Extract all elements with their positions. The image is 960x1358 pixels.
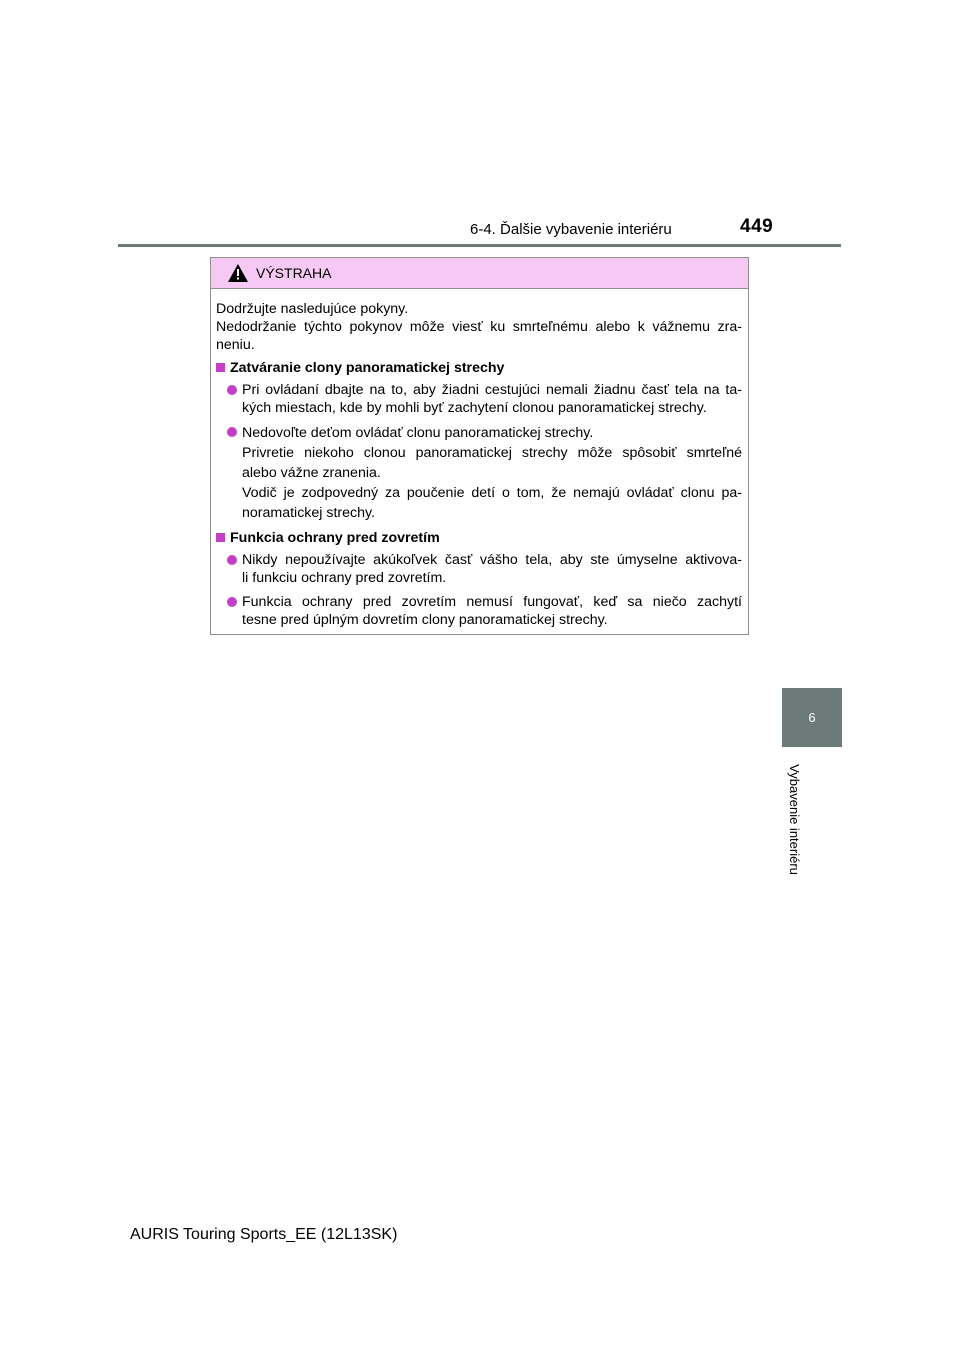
intro-line: neniu. bbox=[216, 337, 255, 353]
list-item bbox=[227, 551, 742, 587]
item-line: kých miestach, kde by mohli byť zachytení clonou panoramatickej strechy. bbox=[242, 400, 707, 416]
chapter-number: 6 bbox=[808, 710, 816, 725]
circle-bullet-icon bbox=[227, 385, 237, 395]
footer-model-code: AURIS Touring Sports_EE (12L13SK) bbox=[130, 1226, 398, 1243]
circle-bullet-icon bbox=[227, 427, 237, 437]
circle-bullet-icon bbox=[227, 555, 237, 565]
section-heading bbox=[216, 359, 742, 377]
circle-bullet-icon bbox=[227, 597, 237, 607]
section-heading bbox=[216, 529, 742, 547]
square-bullet-icon bbox=[216, 533, 225, 542]
section-title: Zatváranie clony panoramatickej strechy bbox=[230, 360, 505, 376]
warning-heading: VÝSTRAHA bbox=[256, 265, 332, 281]
item-line: Nedovoľte deťom ovládať clonu panoramatickej strechy. bbox=[242, 425, 594, 441]
item-line: Privretie niekoho clonou panoramatickej strechy môže spôsobiť smrteľné bbox=[242, 445, 742, 461]
warning-triangle-icon bbox=[228, 264, 248, 282]
square-bullet-icon bbox=[216, 363, 225, 372]
chapter-tab bbox=[782, 688, 842, 747]
item-line: tesne pred úplným dovretím clony panoramatickej strechy. bbox=[242, 612, 608, 628]
warning-header bbox=[211, 258, 748, 289]
intro-line: Nedodržanie týchto pokynov môže viesť ku smrteľnému alebo k vážnemu zra- bbox=[216, 319, 742, 335]
item-line: Funkcia ochrany pred zovretím nemusí fungovať, keď sa niečo zachytí bbox=[242, 594, 742, 610]
item-line: Pri ovládaní dbajte na to, aby žiadni cestujúci nemali žiadnu časť tela na ta- bbox=[242, 382, 742, 398]
list-item bbox=[227, 423, 742, 523]
warning-box bbox=[210, 257, 749, 635]
item-line: Nikdy nepoužívajte akúkoľvek časť vášho tela, aby ste úmyselne aktivova- bbox=[242, 552, 742, 568]
item-line: noramatickej strechy. bbox=[242, 505, 375, 521]
intro-line: Dodržujte nasledujúce pokyny. bbox=[216, 301, 409, 317]
chapter-label-container bbox=[764, 758, 824, 880]
warning-body bbox=[211, 289, 748, 629]
page-number: 449 bbox=[740, 216, 774, 237]
section-title: Funkcia ochrany pred zovretím bbox=[230, 530, 440, 546]
item-line: alebo vážne zranenia. bbox=[242, 465, 381, 481]
chapter-label: Vybavenie interiéru bbox=[786, 763, 802, 875]
warning-intro bbox=[216, 300, 742, 354]
header-divider bbox=[118, 244, 841, 247]
list-item bbox=[227, 381, 742, 417]
item-line: Vodič je zodpovedný za poučenie detí o tom, že nemajú ovládať clonu pa- bbox=[242, 485, 742, 501]
item-line: li funkciu ochrany pred zovretím. bbox=[242, 570, 447, 586]
list-item bbox=[227, 593, 742, 629]
header-section-title: 6-4. Ďalšie vybavenie interiéru bbox=[470, 221, 672, 238]
